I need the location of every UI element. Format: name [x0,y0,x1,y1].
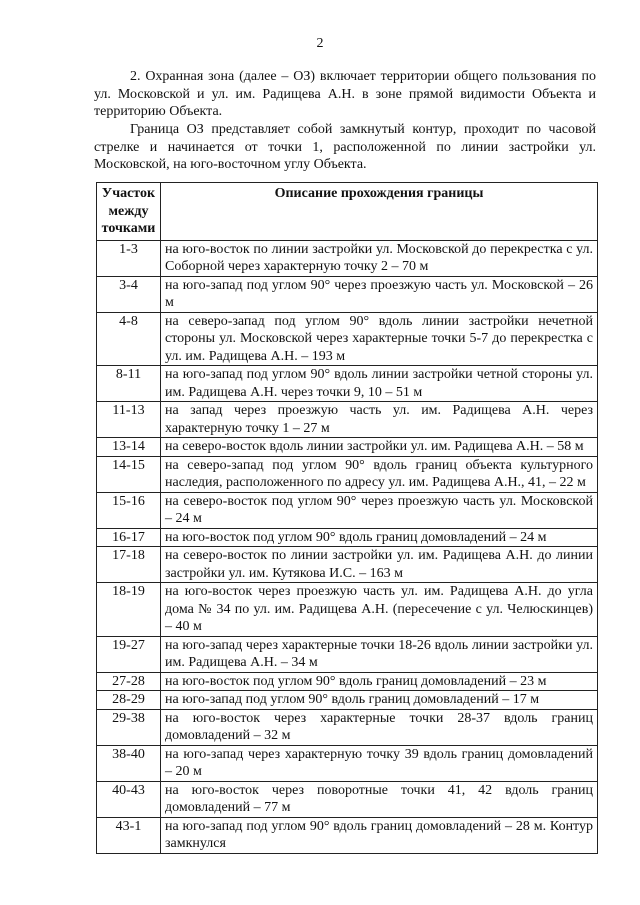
segment-cell: 17-18 [97,547,161,583]
table-row [97,709,598,745]
segment-cell: 27-28 [97,672,161,691]
segment-cell: 43-1 [97,817,161,853]
segment-cell: 16-17 [97,528,161,547]
header-segment: Участок между точками [97,183,161,241]
table-row [97,312,598,366]
description-cell: на юго-восток под углом 90° вдоль границ домовладений – 23 м [161,672,598,691]
description-cell: на юго-восток под углом 90° вдоль границ домовладений – 24 м [161,528,598,547]
table-row [97,402,598,438]
boundary-table [96,182,598,854]
description-cell: на юго-восток через характерные точки 28-37 вдоль границ домовладений – 32 м [161,709,598,745]
table-body [97,240,598,853]
table-header-row [97,183,598,241]
description-cell: на юго-восток по линии застройки ул. Московской до перекрестка с ул. Соборной через характерную точку 2 – 70 м [161,240,598,276]
description-cell: на юго-запад под углом 90° через проезжую часть ул. Московской – 26 м [161,276,598,312]
segment-cell: 19-27 [97,636,161,672]
description-cell: на северо-запад под углом 90° вдоль границ объекта культурного наследия, расположенного по адресу ул. им. Радищева А.Н., 41, – 22 м [161,456,598,492]
description-cell: на юго-запад через характерные точки 18-26 вдоль линии застройки ул. им. Радищева А.Н. – 34 м [161,636,598,672]
table-row [97,547,598,583]
paragraph-boundary-intro: Граница ОЗ представляет собой замкнутый контур, проходит по часовой стрелке и начинается от точки 1, расположенной по линии застройки ул. Московской, на юго-восточном углу Объекта. [94,122,596,172]
table-row [97,745,598,781]
description-cell: на юго-восток через поворотные точки 41, 42 вдоль границ домовладений – 77 м [161,781,598,817]
segment-cell: 14-15 [97,456,161,492]
paragraph-protection-zone: 2. Охранная зона (далее – ОЗ) включает территории общего пользования по ул. Московской и ул. им. Радищева А.Н. в зоне прямой видимости Объекта и территорию Объекта. [94,69,596,119]
table-row [97,781,598,817]
description-cell: на юго-запад под углом 90° вдоль границ домовладений – 17 м [161,691,598,710]
description-cell: на юго-запад через характерную точку 39 вдоль границ домовладений – 20 м [161,745,598,781]
description-cell: на юго-восток через проезжую часть ул. им. Радищева А.Н. до угла дома № 34 по ул. им. Радищева А.Н. (пересечение с ул. Челюскинцев) – 40 м [161,583,598,637]
description-cell: на юго-запад под углом 90° вдоль границ домовладений – 28 м. Контур замкнулся [161,817,598,853]
segment-cell: 8-11 [97,366,161,402]
segment-cell: 15-16 [97,492,161,528]
segment-cell: 1-3 [97,240,161,276]
table-row [97,492,598,528]
table-row [97,672,598,691]
header-description: Описание прохождения границы [161,183,598,241]
table-row [97,438,598,457]
description-cell: на юго-запад под углом 90° вдоль линии застройки четной стороны ул. им. Радищева А.Н. через точки 9, 10 – 51 м [161,366,598,402]
segment-cell: 3-4 [97,276,161,312]
segment-cell: 40-43 [97,781,161,817]
description-cell: на северо-восток вдоль линии застройки ул. им. Радищева А.Н. – 58 м [161,438,598,457]
table-row [97,583,598,637]
table-row [97,817,598,853]
description-cell: на северо-запад под углом 90° вдоль линии застройки нечетной стороны ул. Московской через характерные точки 5-7 до перекрестка с ул. им. Радищева А.Н. – 193 м [161,312,598,366]
segment-cell: 4-8 [97,312,161,366]
segment-cell: 18-19 [97,583,161,637]
table-row [97,240,598,276]
segment-cell: 28-29 [97,691,161,710]
table-row [97,528,598,547]
segment-cell: 11-13 [97,402,161,438]
description-cell: на северо-восток под углом 90° через проезжую часть ул. Московской – 24 м [161,492,598,528]
table-row [97,636,598,672]
table-row [97,366,598,402]
description-cell: на северо-восток по линии застройки ул. им. Радищева А.Н. до линии застройки ул. им. Кутякова И.С. – 163 м [161,547,598,583]
table-row [97,456,598,492]
table-row [97,276,598,312]
segment-cell: 38-40 [97,745,161,781]
page-number: 2 [316,36,324,51]
description-cell: на запад через проезжую часть ул. им. Радищева А.Н. через характерную точку 1 – 27 м [161,402,598,438]
table-row [97,691,598,710]
segment-cell: 29-38 [97,709,161,745]
segment-cell: 13-14 [97,438,161,457]
